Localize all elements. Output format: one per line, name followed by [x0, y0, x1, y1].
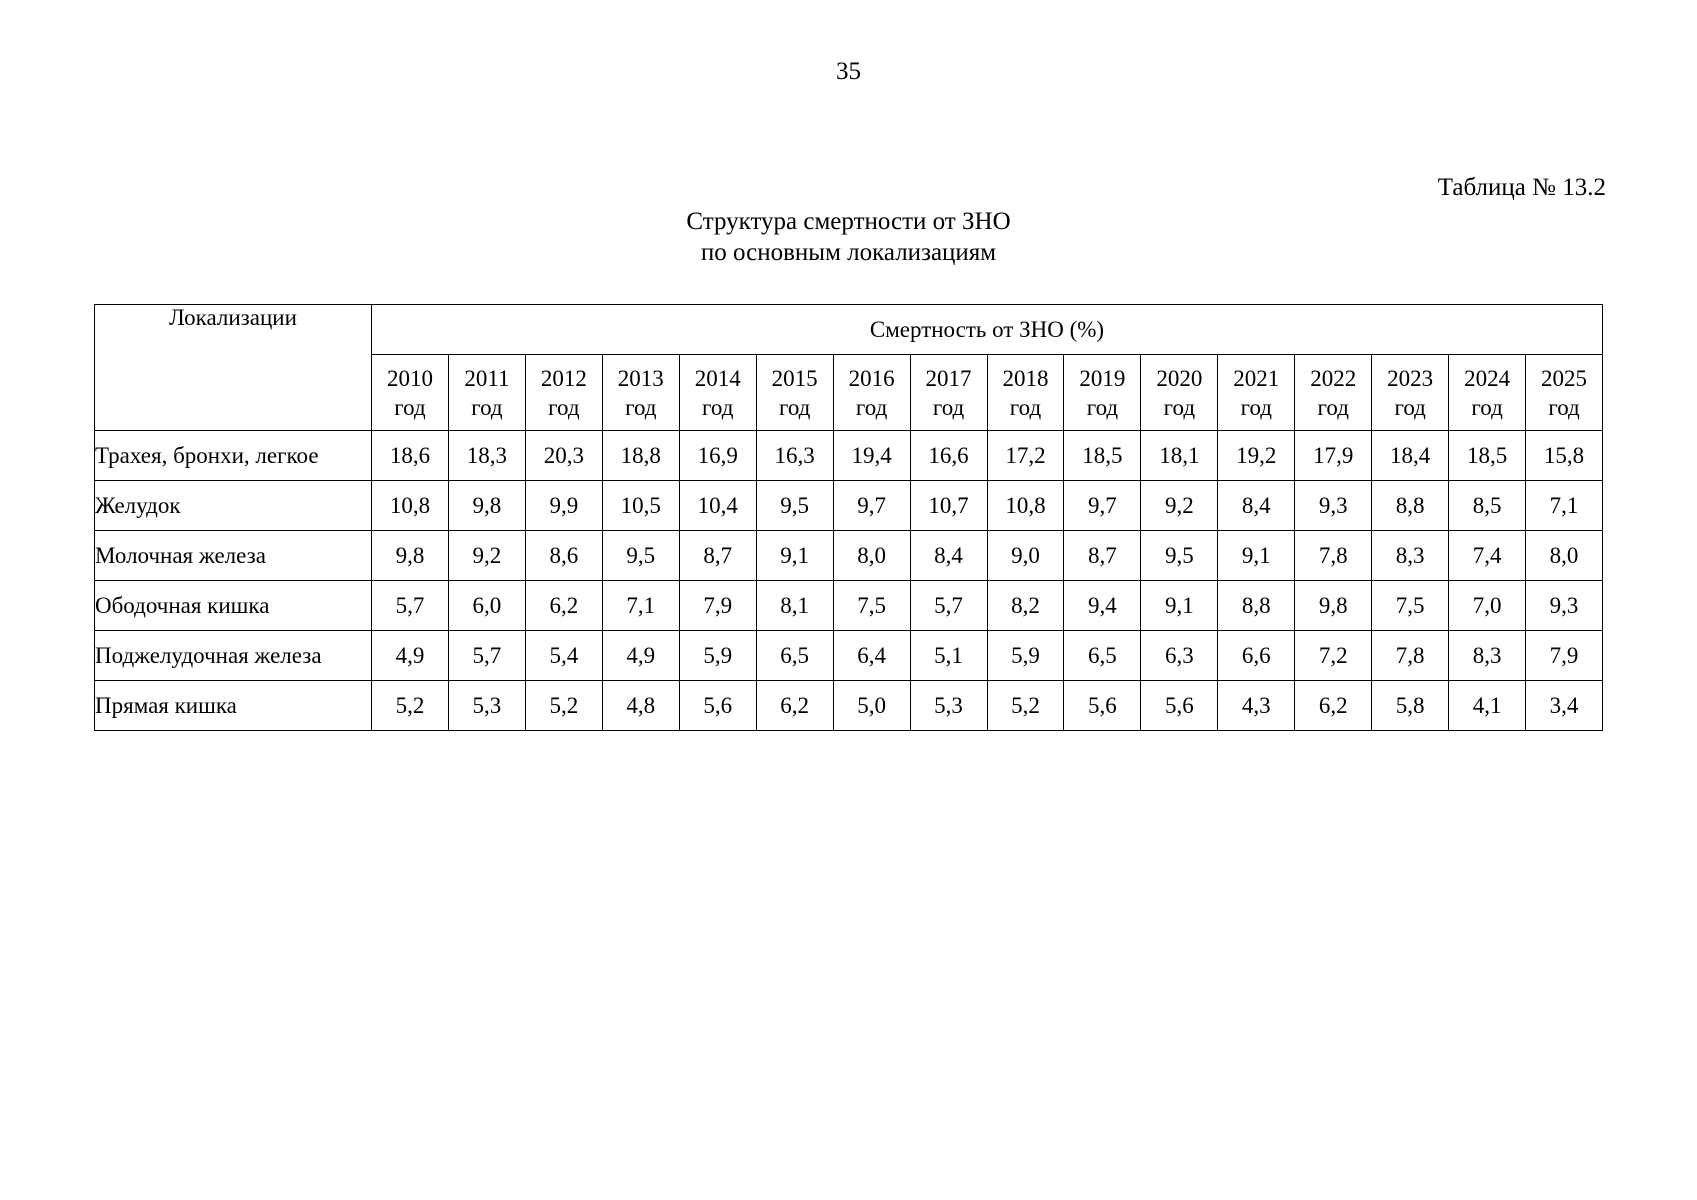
year-unit-label: год — [1548, 394, 1580, 420]
mortality-value-cell: 7,1 — [602, 581, 679, 631]
mortality-value-cell: 19,2 — [1218, 431, 1295, 481]
mortality-value-cell: 8,4 — [910, 531, 987, 581]
mortality-value-cell: 9,8 — [1295, 581, 1372, 631]
year-header — [1218, 355, 1295, 431]
mortality-value-cell: 8,8 — [1372, 481, 1449, 531]
year-unit-label: год — [1317, 394, 1349, 420]
mortality-value-cell: 9,0 — [987, 531, 1064, 581]
mortality-value-cell: 5,3 — [910, 681, 987, 731]
localization-name: Трахея, бронхи, легкое — [95, 431, 372, 481]
mortality-value-cell: 20,3 — [525, 431, 602, 481]
mortality-value-cell: 5,0 — [833, 681, 910, 731]
table-title — [0, 206, 1697, 268]
year-label: 2023 — [1387, 365, 1434, 391]
table-row — [95, 481, 1603, 531]
mortality-value-cell: 6,2 — [525, 581, 602, 631]
mortality-value-cell: 6,0 — [448, 581, 525, 631]
mortality-value-cell: 7,4 — [1449, 531, 1526, 581]
year-unit-label: год — [625, 394, 657, 420]
mortality-value-cell: 5,1 — [910, 631, 987, 681]
table-body — [95, 431, 1603, 731]
localization-name: Прямая кишка — [95, 681, 372, 731]
year-unit-label: год — [702, 394, 734, 420]
table-row — [95, 681, 1603, 731]
year-label: 2019 — [1079, 365, 1126, 391]
mortality-value-cell: 5,6 — [1064, 681, 1141, 731]
mortality-value-cell: 6,5 — [1064, 631, 1141, 681]
year-header — [987, 355, 1064, 431]
mortality-value-cell: 5,3 — [448, 681, 525, 731]
mortality-value-cell: 5,9 — [679, 631, 756, 681]
localization-name: Ободочная кишка — [95, 581, 372, 631]
mortality-value-cell: 5,7 — [372, 581, 449, 631]
page-number: 35 — [836, 58, 861, 85]
mortality-value-cell: 9,8 — [448, 481, 525, 531]
mortality-value-cell: 15,8 — [1526, 431, 1603, 481]
year-label: 2016 — [848, 365, 895, 391]
mortality-value-cell: 10,5 — [602, 481, 679, 531]
mortality-value-cell: 9,9 — [525, 481, 602, 531]
mortality-value-cell: 18,6 — [372, 431, 449, 481]
mortality-value-cell: 7,1 — [1526, 481, 1603, 531]
mortality-value-cell: 10,8 — [372, 481, 449, 531]
year-header — [833, 355, 910, 431]
mortality-value-cell: 18,5 — [1449, 431, 1526, 481]
mortality-value-cell: 5,7 — [448, 631, 525, 681]
mortality-value-cell: 4,9 — [602, 631, 679, 681]
year-unit-label: год — [855, 394, 888, 420]
mortality-value-cell: 8,8 — [1218, 581, 1295, 631]
year-unit-label: год — [1394, 394, 1426, 420]
year-label: 2011 — [464, 365, 510, 391]
mortality-value-cell: 16,3 — [756, 431, 833, 481]
year-label: 2020 — [1156, 365, 1203, 391]
mortality-value-cell: 6,4 — [833, 631, 910, 681]
mortality-value-cell: 16,6 — [910, 431, 987, 481]
year-header — [910, 355, 987, 431]
table-title-line-1: Структура смертности от ЗНО — [686, 208, 1011, 235]
mortality-value-cell: 9,3 — [1295, 481, 1372, 531]
mortality-value-cell: 7,2 — [1295, 631, 1372, 681]
year-unit-label: год — [548, 394, 580, 420]
header-row-group — [95, 305, 1603, 355]
year-label: 2013 — [617, 365, 664, 391]
mortality-value-cell: 7,5 — [1372, 581, 1449, 631]
table-row — [95, 431, 1603, 481]
year-header — [1372, 355, 1449, 431]
mortality-value-cell: 7,9 — [1526, 631, 1603, 681]
year-header — [372, 355, 449, 431]
localization-column-header: Локализации — [95, 305, 372, 431]
mortality-value-cell: 8,2 — [987, 581, 1064, 631]
year-unit-label: год — [778, 394, 811, 420]
mortality-value-cell: 9,2 — [448, 531, 525, 581]
mortality-value-cell: 8,0 — [833, 531, 910, 581]
mortality-value-cell: 6,2 — [756, 681, 833, 731]
mortality-value-cell: 18,1 — [1141, 431, 1218, 481]
mortality-group-header: Смертность от ЗНО (%) — [372, 305, 1603, 355]
table-number: Таблица № 13.2 — [1437, 174, 1606, 201]
mortality-value-cell: 8,6 — [525, 531, 602, 581]
year-label: 2010 — [386, 365, 433, 391]
year-label: 2017 — [925, 365, 972, 391]
year-label: 2012 — [540, 365, 587, 391]
year-header — [1295, 355, 1372, 431]
year-header — [1141, 355, 1218, 431]
mortality-value-cell: 10,4 — [679, 481, 756, 531]
mortality-table — [94, 304, 1603, 731]
mortality-value-cell: 5,2 — [987, 681, 1064, 731]
year-unit-label: год — [932, 394, 965, 420]
year-label: 2015 — [771, 365, 818, 391]
year-header — [1064, 355, 1141, 431]
table-row — [95, 631, 1603, 681]
mortality-value-cell: 9,5 — [1141, 531, 1218, 581]
mortality-value-cell: 10,7 — [910, 481, 987, 531]
mortality-value-cell: 8,7 — [679, 531, 756, 581]
year-label: 2018 — [1002, 365, 1049, 391]
year-header — [448, 355, 525, 431]
year-unit-label: год — [1240, 394, 1272, 420]
mortality-value-cell: 18,3 — [448, 431, 525, 481]
table-row — [95, 531, 1603, 581]
year-unit-label: год — [1471, 394, 1503, 420]
mortality-value-cell: 5,7 — [910, 581, 987, 631]
year-unit-label: год — [471, 394, 503, 420]
mortality-value-cell: 9,5 — [756, 481, 833, 531]
year-header — [679, 355, 756, 431]
mortality-value-cell: 9,2 — [1141, 481, 1218, 531]
mortality-value-cell: 8,7 — [1064, 531, 1141, 581]
mortality-value-cell: 19,4 — [833, 431, 910, 481]
year-label: 2014 — [694, 365, 741, 391]
localization-name: Поджелудочная железа — [95, 631, 372, 681]
mortality-value-cell: 7,5 — [833, 581, 910, 631]
mortality-value-cell: 9,4 — [1064, 581, 1141, 631]
mortality-value-cell: 8,3 — [1449, 631, 1526, 681]
mortality-value-cell: 4,3 — [1218, 681, 1295, 731]
table-title-line-2: по основным локализациям — [700, 239, 997, 266]
mortality-value-cell: 9,1 — [756, 531, 833, 581]
mortality-value-cell: 4,8 — [602, 681, 679, 731]
mortality-value-cell: 9,1 — [1141, 581, 1218, 631]
mortality-value-cell: 10,8 — [987, 481, 1064, 531]
mortality-value-cell: 7,9 — [679, 581, 756, 631]
year-unit-label: год — [394, 394, 426, 420]
localization-name: Желудок — [95, 481, 372, 531]
mortality-value-cell: 8,5 — [1449, 481, 1526, 531]
mortality-value-cell: 3,4 — [1526, 681, 1603, 731]
year-unit-label: год — [1009, 394, 1042, 420]
year-label: 2025 — [1541, 365, 1588, 391]
mortality-value-cell: 6,5 — [756, 631, 833, 681]
year-header — [1449, 355, 1526, 431]
mortality-value-cell: 16,9 — [679, 431, 756, 481]
mortality-value-cell: 8,3 — [1372, 531, 1449, 581]
mortality-value-cell: 4,9 — [372, 631, 449, 681]
mortality-value-cell: 5,6 — [679, 681, 756, 731]
mortality-value-cell: 17,2 — [987, 431, 1064, 481]
table-row — [95, 581, 1603, 631]
mortality-value-cell: 8,4 — [1218, 481, 1295, 531]
localization-name: Молочная железа — [95, 531, 372, 581]
mortality-value-cell: 18,4 — [1372, 431, 1449, 481]
mortality-value-cell: 9,3 — [1526, 581, 1603, 631]
year-header — [602, 355, 679, 431]
year-label: 2024 — [1464, 365, 1511, 391]
mortality-value-cell: 9,1 — [1218, 531, 1295, 581]
mortality-value-cell: 5,2 — [372, 681, 449, 731]
mortality-value-cell: 7,8 — [1372, 631, 1449, 681]
year-unit-label: год — [1163, 394, 1196, 420]
mortality-value-cell: 9,7 — [833, 481, 910, 531]
mortality-value-cell: 8,0 — [1526, 531, 1603, 581]
mortality-value-cell: 6,3 — [1141, 631, 1218, 681]
year-label: 2022 — [1310, 365, 1357, 391]
mortality-value-cell: 5,4 — [525, 631, 602, 681]
mortality-value-cell: 5,6 — [1141, 681, 1218, 731]
year-unit-label: год — [1086, 394, 1119, 420]
mortality-value-cell: 9,7 — [1064, 481, 1141, 531]
mortality-value-cell: 18,5 — [1064, 431, 1141, 481]
mortality-value-cell: 18,8 — [602, 431, 679, 481]
mortality-value-cell: 8,1 — [756, 581, 833, 631]
year-label: 2021 — [1233, 365, 1280, 391]
mortality-value-cell: 17,9 — [1295, 431, 1372, 481]
mortality-value-cell: 7,8 — [1295, 531, 1372, 581]
year-header — [1526, 355, 1603, 431]
mortality-value-cell: 5,2 — [525, 681, 602, 731]
mortality-value-cell: 5,9 — [987, 631, 1064, 681]
year-header — [525, 355, 602, 431]
mortality-value-cell: 5,8 — [1372, 681, 1449, 731]
mortality-value-cell: 4,1 — [1449, 681, 1526, 731]
mortality-value-cell: 9,5 — [602, 531, 679, 581]
mortality-value-cell: 7,0 — [1449, 581, 1526, 631]
mortality-value-cell: 6,6 — [1218, 631, 1295, 681]
mortality-value-cell: 6,2 — [1295, 681, 1372, 731]
mortality-value-cell: 9,8 — [372, 531, 449, 581]
year-header — [756, 355, 833, 431]
